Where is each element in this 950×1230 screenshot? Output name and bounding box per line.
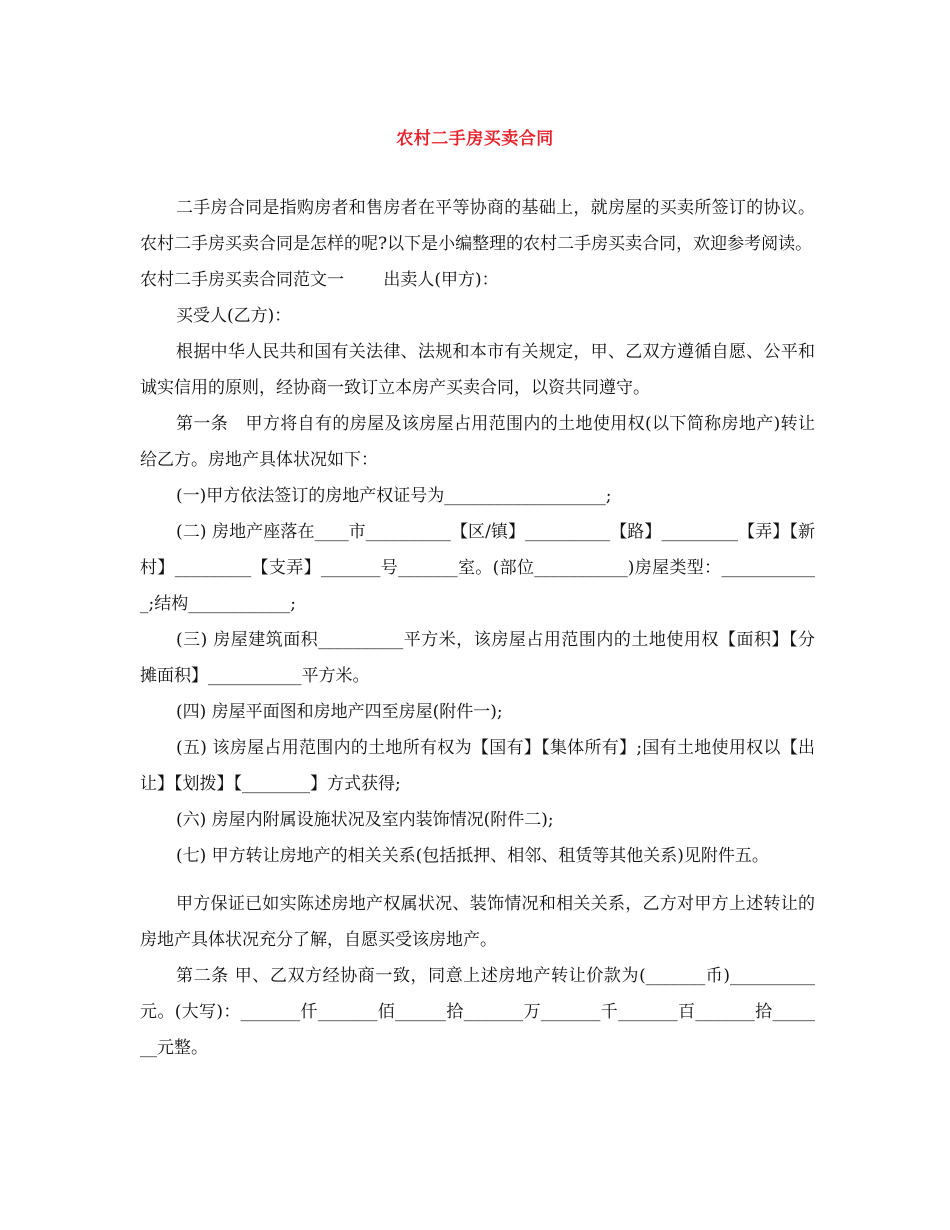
article-1: 第一条 甲方将自有的房屋及该房屋占用范围内的土地使用权(以下简称房地产)转让给乙方。房地产具体状况如下： (140, 414, 815, 470)
article-1-item-4: (四) 房屋平面图和房地产四至房屋(附件一); (176, 702, 503, 722)
document-title: 农村二手房买卖合同 (396, 129, 554, 149)
article-1-item-2: (二) 房地产座落在____市__________【区/镇】__________【路】_________【弄】【新村】_________【支弄】_______号_______室。(部位___________)房屋类型：____________;结构____________; (140, 522, 815, 614)
sample-heading-seller: 农村二手房买卖合同范文一 出卖人(甲方)： (140, 270, 499, 290)
article-1-item-5: (五) 该房屋占用范围内的土地所有权为【国有】【集体所有】;国有土地使用权以【出让】【划拨】【________】方式获得; (140, 738, 815, 794)
article-1-item-1: (一)甲方依法签订的房地产权证号为___________________; (176, 486, 612, 506)
article-1-item-7: (七) 甲方转让房地产的相关关系(包括抵押、相邻、租赁等其他关系)见附件五。 (176, 846, 769, 866)
article-1-item-3: (三) 房屋建筑面积__________平方米，该房屋占用范围内的土地使用权【面积】【分摊面积】___________平方米。 (140, 630, 815, 686)
seller-guarantee-paragraph: 甲方保证已如实陈述房地产权属状况、装饰情况和相关关系，乙方对甲方上述转让的房地产具体状况充分了解，自愿买受该房地产。 (140, 894, 815, 950)
intro-paragraph: 二手房合同是指购房者和售房者在平等协商的基础上，就房屋的买卖所签订的协议。农村二手房买卖合同是怎样的呢?以下是小编整理的农村二手房买卖合同，欢迎参考阅读。 (140, 198, 815, 254)
document-body (140, 190, 815, 1066)
article-2: 第二条 甲、乙双方经协商一致，同意上述房地产转让价款为(_______币)__________元。(大写)：_______仟_______佰______拾_______万_______千_______百_______拾_______元整。 (140, 966, 815, 1058)
preamble-paragraph: 根据中华人民共和国有关法律、法规和本市有关规定，甲、乙双方遵循自愿、公平和诚实信用的原则，经协商一致订立本房产买卖合同，以资共同遵守。 (140, 342, 815, 398)
article-1-item-6: (六) 房屋内附属设施状况及室内装饰情况(附件二); (176, 810, 554, 830)
buyer-line: 买受人(乙方)： (176, 306, 292, 326)
